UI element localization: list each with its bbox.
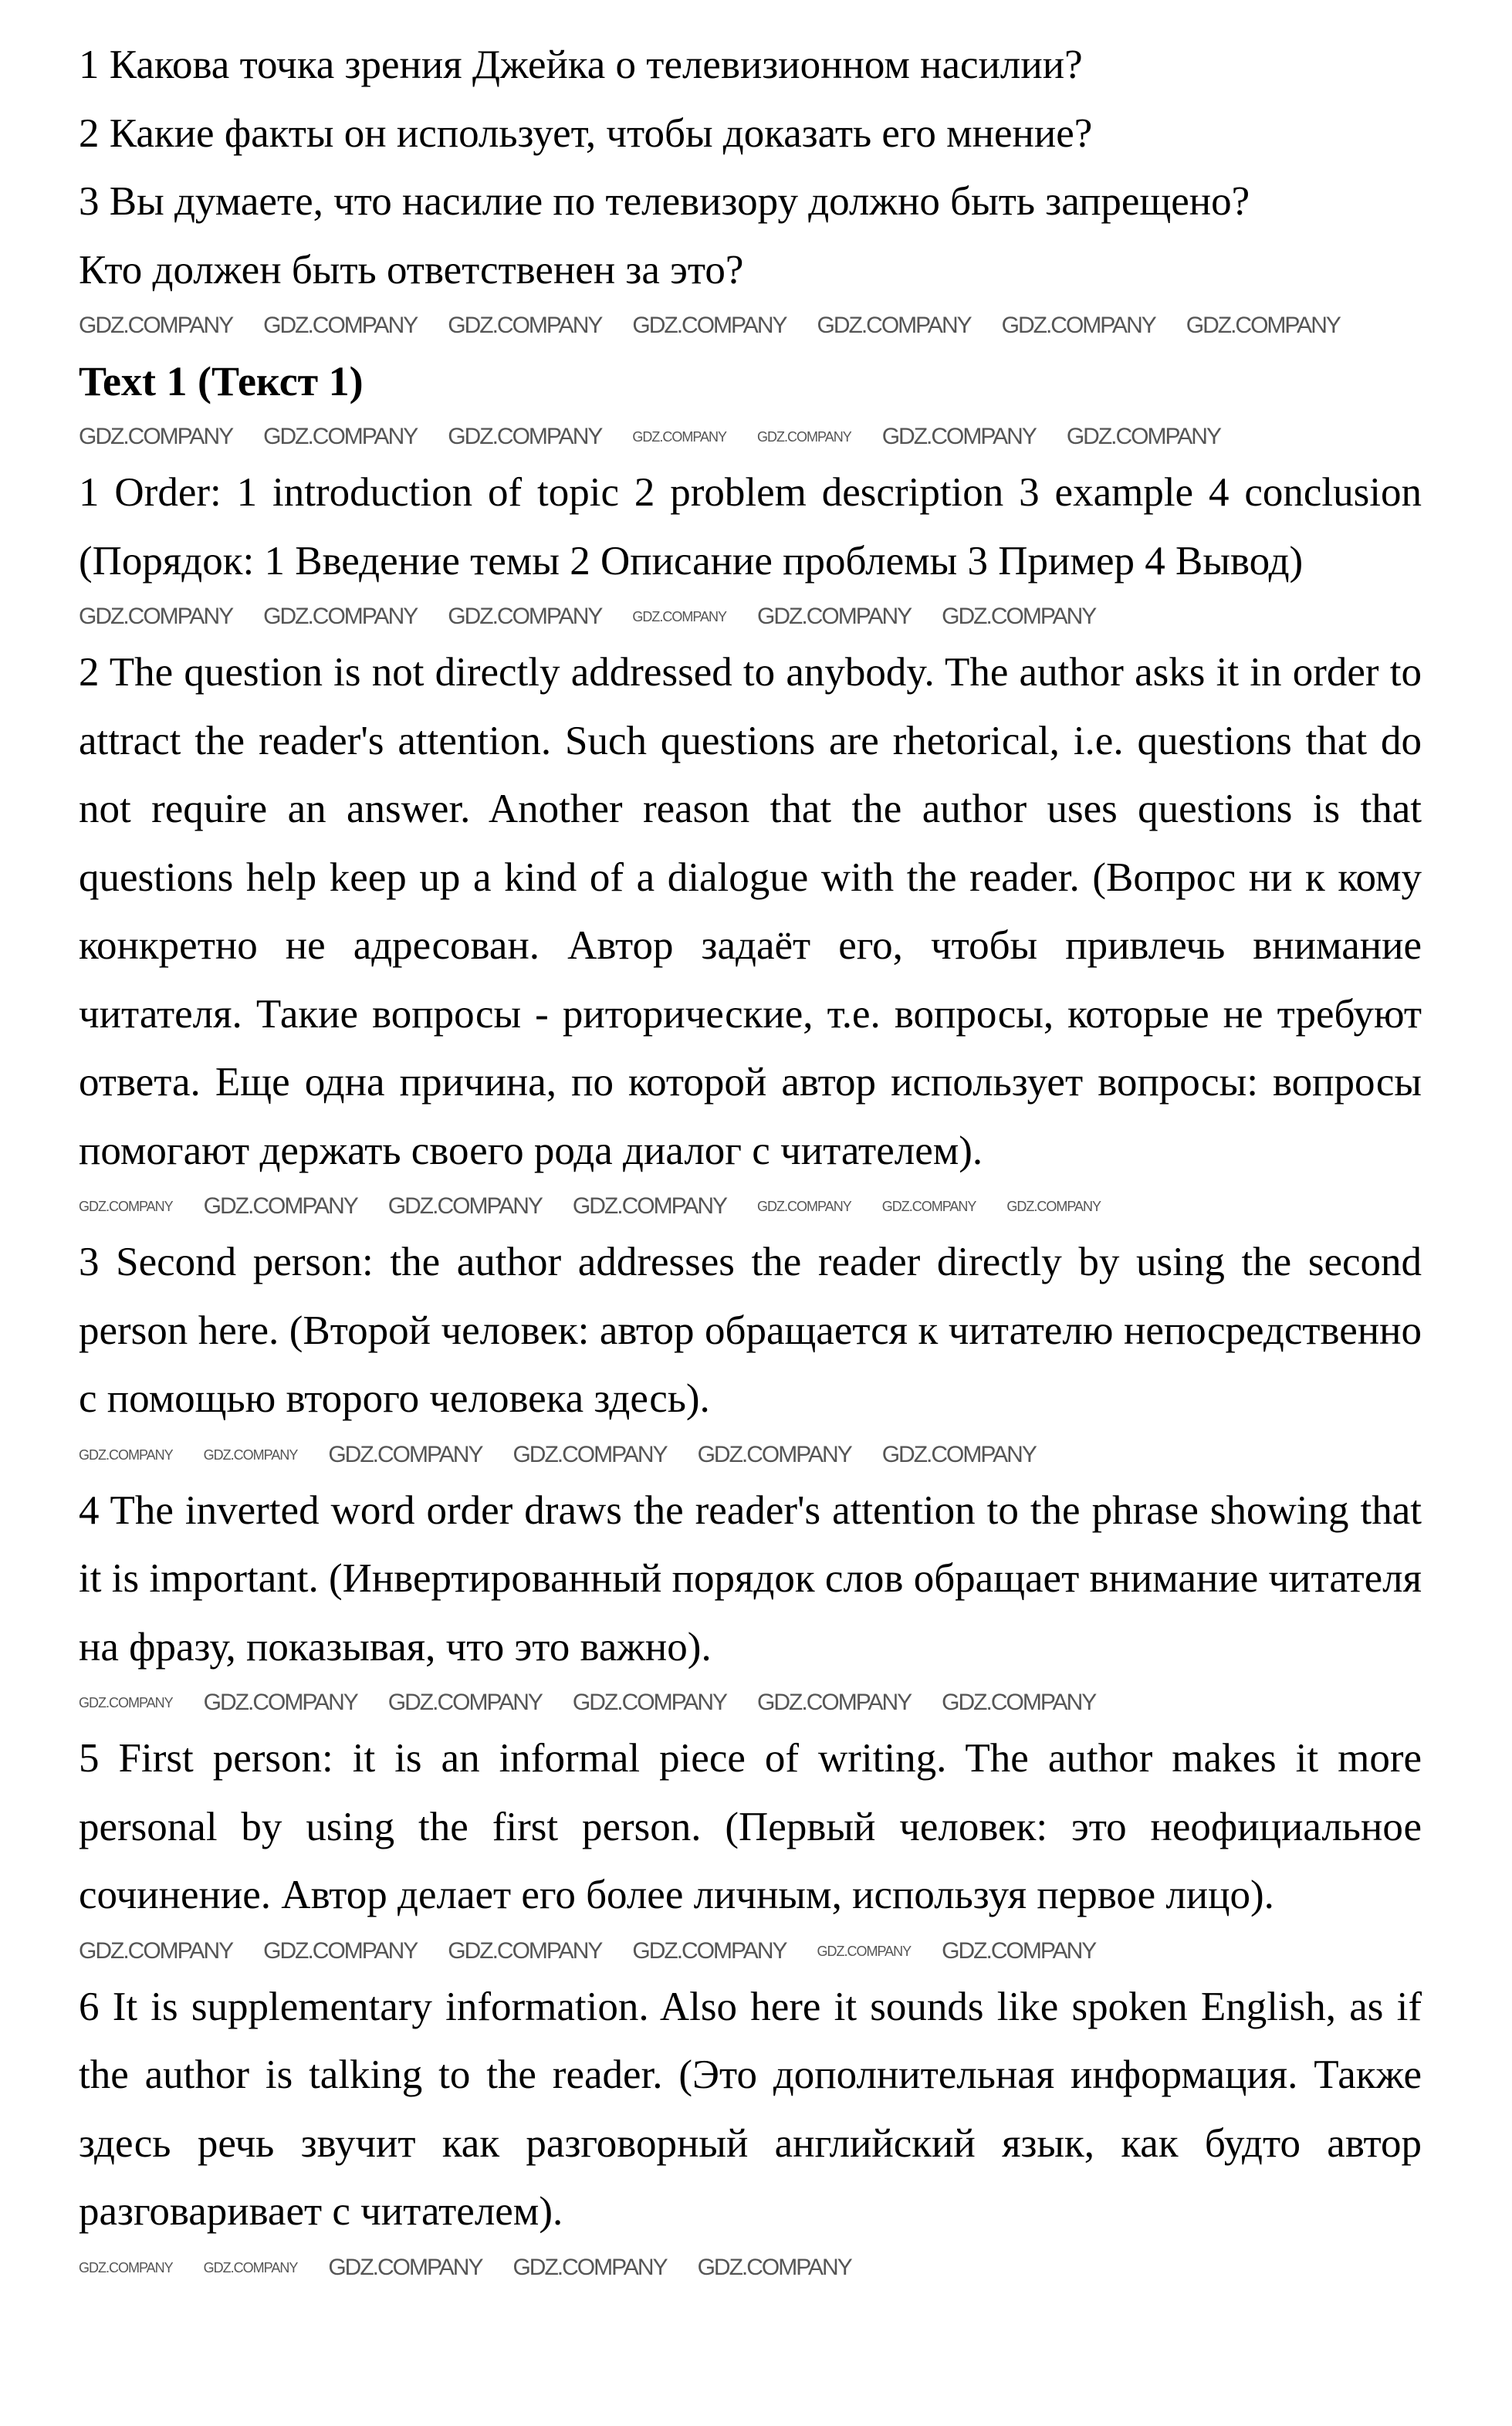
watermark: GDZ.COMPANY (1066, 424, 1220, 449)
answer-2: 2 The question is not directly addressed to anybody. The author asks it in order to attract the reader's attention. Such questions are rhetorical, i.e. questions that do not require an answer. Another reason that the author uses questions is that questions help keep up a kind of a dialogue with the reader. (Вопрос ни к кому конкретно не адресован. Автор задаёт его, чтобы привлечь внимание читателя. Такие вопросы - риторические, т.е. вопросы, которые не требуют ответа. Еще одна причина, по которой автор использует вопросы: вопросы помогают держать своего рода диалог с читателем). (79, 650, 1422, 1173)
watermark: GDZ.COMPANY (448, 424, 602, 449)
watermark: GDZ.COMPANY (942, 1937, 1096, 1964)
watermark: GDZ.COMPANY (203, 1446, 298, 1463)
question-1: 1 Какова точка зрения Джейка о телевизионном насилии? (79, 42, 1083, 87)
answer-1: 1 Order: 1 introduction of topic 2 problem description 3 example 4 conclusion (Порядок: 1 Введение темы 2 Описание проблемы 3 Пример 4 Вывод) (79, 470, 1422, 584)
answer-5: 5 First person: it is an informal piece of writing. The author makes it more personal by using the first person. (Первый человек: это неофициальное сочинение. Автор делает его более личным, используя первое лицо). (79, 1736, 1422, 1917)
watermark: GDZ.COMPANY (572, 1193, 727, 1219)
watermark: GDZ.COMPANY (79, 424, 233, 449)
watermark: GDZ.COMPANY (263, 313, 418, 338)
watermark: GDZ.COMPANY (448, 1937, 602, 1964)
watermark: GDZ.COMPANY (1001, 313, 1155, 338)
watermark: GDZ.COMPANY (203, 1193, 357, 1219)
watermark: GDZ.COMPANY (512, 2254, 667, 2280)
watermark: GDZ.COMPANY (203, 2259, 298, 2275)
watermark: GDZ.COMPANY (263, 604, 418, 629)
watermark: GDZ.COMPANY (632, 1937, 786, 1964)
watermark: GDZ.COMPANY (387, 1690, 542, 1715)
watermark: GDZ.COMPANY (757, 1690, 912, 1715)
question-2: 2 Какие факты он использует, чтобы доказать его мнение? (79, 110, 1093, 156)
watermark: GDZ.COMPANY (79, 1446, 173, 1463)
watermark: GDZ.COMPANY (632, 313, 786, 338)
watermark: GDZ.COMPANY (512, 1441, 667, 1467)
watermark: GDZ.COMPANY (79, 1937, 233, 1964)
watermark: GDZ.COMPANY (697, 2254, 851, 2280)
watermark: GDZ.COMPANY (448, 313, 602, 338)
question-3-continued: Кто должен быть ответственен за это? (79, 247, 744, 293)
watermark: GDZ.COMPANY (942, 604, 1096, 629)
watermark: GDZ.COMPANY (632, 429, 727, 445)
watermark: GDZ.COMPANY (881, 1441, 1036, 1467)
watermark: GDZ.COMPANY (328, 1441, 482, 1467)
watermark: GDZ.COMPANY (448, 604, 602, 629)
answer-6: 6 It is supplementary information. Also here it sounds like spoken English, as if the author is talking to the reader. (Это дополнительная информация. Также здесь речь звучит как разговорный английский язык, как будто автор разговаривает с читателем). (79, 1984, 1422, 2234)
watermark: GDZ.COMPANY (263, 1937, 418, 1964)
watermark-row (79, 1433, 1422, 1477)
watermark: GDZ.COMPANY (79, 1695, 173, 1710)
watermark: GDZ.COMPANY (79, 604, 233, 629)
watermark: GDZ.COMPANY (697, 1441, 851, 1467)
questions-list (79, 31, 1422, 304)
watermark-row (79, 2246, 1422, 2289)
watermark-row (79, 415, 1422, 458)
answer-4: 4 The inverted word order draws the reader's attention to the phrase showing that it is important. (Инвертированный порядок слов обращает внимание читателя на фразу, показывая, что это важно). (79, 1487, 1422, 1670)
watermark: GDZ.COMPANY (572, 1690, 727, 1715)
watermark: GDZ.COMPANY (881, 1199, 976, 1214)
watermark: GDZ.COMPANY (817, 313, 971, 338)
watermark: GDZ.COMPANY (757, 604, 912, 629)
watermark: GDZ.COMPANY (387, 1193, 542, 1219)
watermark-row (79, 1681, 1422, 1724)
watermark: GDZ.COMPANY (757, 429, 851, 445)
watermark: GDZ.COMPANY (79, 313, 233, 338)
question-3: 3 Вы думаете, что насилие по телевизору должно быть запрещено? (79, 179, 1250, 224)
watermark-row (79, 1930, 1422, 1973)
watermark: GDZ.COMPANY (1006, 1199, 1101, 1214)
watermark: GDZ.COMPANY (203, 1690, 357, 1715)
watermark-row (79, 595, 1422, 638)
watermark: GDZ.COMPANY (817, 1943, 912, 1959)
watermark: GDZ.COMPANY (263, 424, 418, 449)
watermark: GDZ.COMPANY (757, 1199, 851, 1214)
watermark: GDZ.COMPANY (632, 609, 727, 624)
answer-3: 3 Second person: the author addresses the reader directly by using the second person here. (Второй человек: автор обращается к читателю непосредственно с помощью второго человека здесь). (79, 1240, 1422, 1421)
watermark: GDZ.COMPANY (328, 2254, 482, 2280)
watermark-row (79, 304, 1422, 347)
watermark: GDZ.COMPANY (942, 1690, 1096, 1715)
watermark: GDZ.COMPANY (79, 2259, 173, 2275)
watermark: GDZ.COMPANY (1186, 313, 1340, 338)
watermark: GDZ.COMPANY (881, 424, 1036, 449)
watermark-row (79, 1185, 1422, 1228)
watermark: GDZ.COMPANY (79, 1199, 173, 1214)
section-heading: Text 1 (Текст 1) (79, 358, 364, 404)
